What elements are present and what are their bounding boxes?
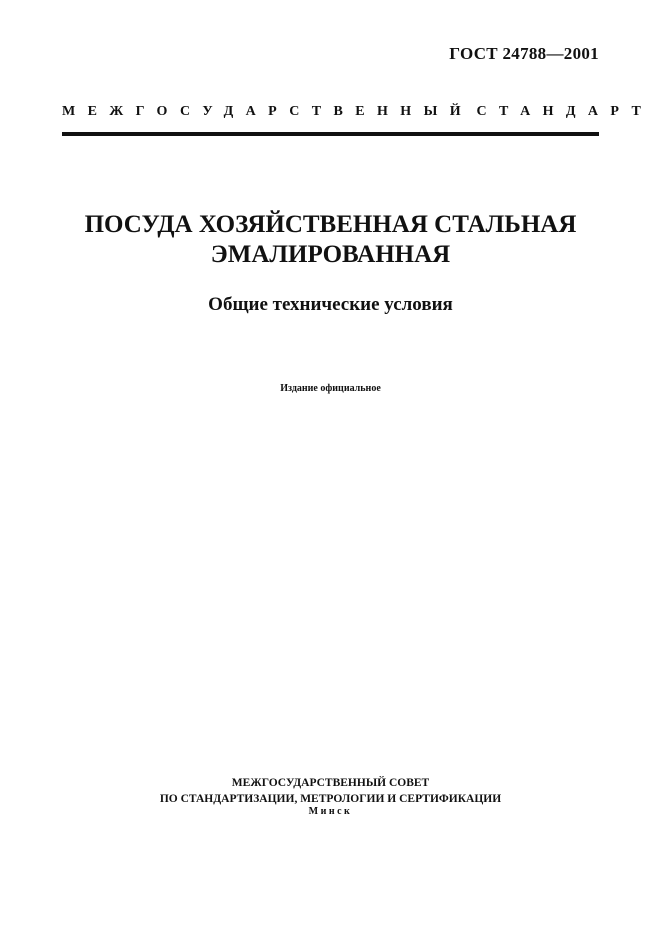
document-title <box>40 210 621 270</box>
title-line-1: ПОСУДА ХОЗЯЙСТВЕННАЯ СТАЛЬНАЯ <box>84 211 577 238</box>
document-subtitle: Общие технические условия <box>208 294 453 315</box>
document-number: ГОСТ 24788—2001 <box>449 44 599 63</box>
standard-type-word-1: МЕЖГОСУДАРСТВЕННЫЙ <box>62 104 474 119</box>
publisher-line-2: ПО СТАНДАРТИЗАЦИИ, МЕТРОЛОГИИ И СЕРТИФИКАЦИИ <box>159 793 502 805</box>
publisher-block <box>40 775 621 807</box>
publication-city: Минск <box>308 806 353 817</box>
standard-type-word-2: СТАНДАРТ <box>476 104 654 119</box>
edition-note: Издание официальное <box>280 383 381 394</box>
standard-type-heading <box>62 104 654 120</box>
header-divider <box>62 132 599 136</box>
publisher-line-1: МЕЖГОСУДАРСТВЕННЫЙ СОВЕТ <box>231 777 430 789</box>
title-line-2: ЭМАЛИРОВАННАЯ <box>210 241 451 268</box>
